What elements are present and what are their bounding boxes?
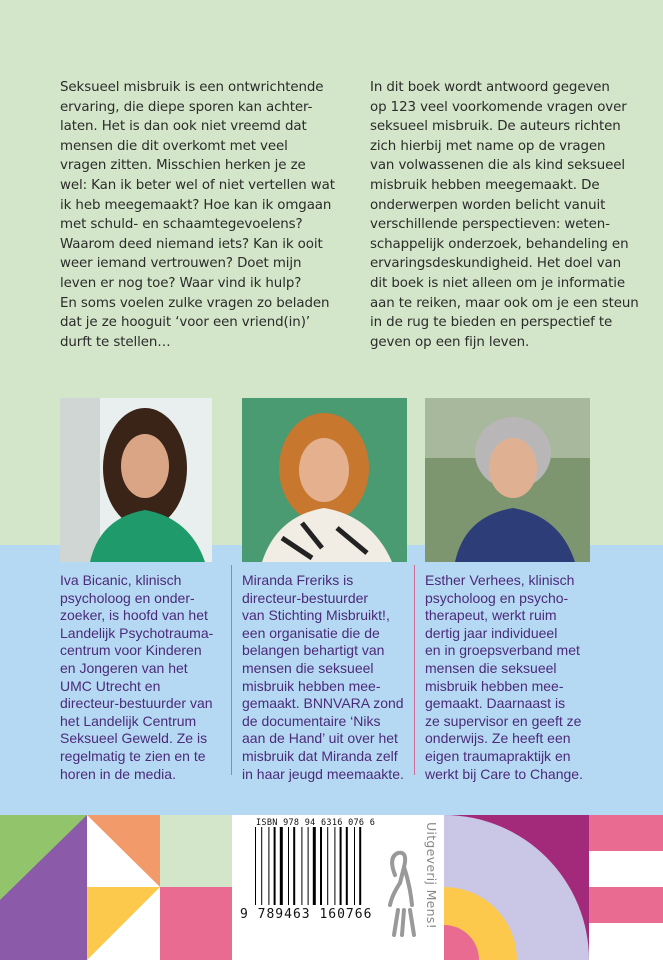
column-divider [414,565,415,775]
blurb-left: Seksueel misbruik is een ontwrichtende ervaring, die diepe sporen kan achter- laten. Het is dan ook niet vreemd dat mensen die dit overkomt met veel vragen zitten. Misschien herken je ze wel: Kan ik beter wel of niet vertellen wat ik heb meegemaakt? Hoe kan ik omgaan met schuld- en schaamtegevoelens? Waarom deed niemand iets? Kan ik ooit weer iemand vertrouwen? Doet mijn leven er nog toe? Waar vind ik hulp? En soms voelen zulke vragen zo beladen dat je ze hooguit ‘voor een vriend(in)’ durft te stellen… [60,80,335,350]
barcode-bar [327,827,328,905]
barcode-bar [280,827,283,905]
barcode-bar [301,827,302,905]
decorative-pattern-strip [0,815,663,960]
author-bio-iva: Iva Bicanic, klinisch psycholoog en onder- zoeker, is hoofd van het Landelijk Psychotrauma- centrum voor Kinderen en Jongeren van het UMC Utrecht en directeur-bestuurder van het Landelijk Centrum Seksueel Geweld. Ze is regelmatig te zien en te horen in de media. [60,572,214,782]
barcode-bar [293,827,295,905]
barcode-bar [354,827,355,905]
author-bio-esther: Esther Verhees, klinisch psycholoog en psycho- therapeut, werkt ruim dertig jaar individueel en in groepsverband met mensen die seksueel misbruik hebben mee- gemaakt. Daarnaast is ze supervisor en geeft ze onderwijs. Ze heeft een eigen traumapraktijk en werkt bij Care to Change. [425,572,583,782]
blurb-right: In dit boek wordt antwoord gegeven op 123 veel voorkomende vragen over seksueel misbruik. De auteurs richten zich hierbij met name op de vragen van volwassenen die als kind seksueel misbruik hebben meegemaakt. De onderwerpen worden belicht vanuit verschillende perspectieven: weten- schappelijk onderzoek, behandeling en ervaringsdeskundigheid. Het doel van dit boek is niet alleen om je informatie aan te reiken, maar ook om je een steun in de rug te bieden en perspectief te geven op een fijn leven. [370,80,639,350]
publisher-name: Uitgeverij Mens! [424,822,439,930]
barcode-bar [320,827,322,905]
barcode-bar [313,827,316,905]
barcode-bar [340,827,342,905]
barcode-bar [359,827,361,905]
barcode-bar [261,827,262,905]
barcode-bar [334,827,335,905]
barcode-bar [288,827,289,905]
isbn-label: ISBN 978 94 6316 076 6 [256,818,376,828]
barcode-bar [308,827,309,905]
barcode-bar [274,827,276,905]
barcode-bar [268,827,269,905]
author-bio-miranda: Miranda Freriks is directeur-bestuurder van Stichting Misbruikt!, een organisatie die de belangen behartigt van mensen die seksueel misbruik hebben mee- gemaakt. BNNVARA zond de documentaire ‘Niks aan de Hand’ uit over het misbruik dat Miranda zelf in haar jeugd meemaakte. [242,572,404,782]
barcode-bar [255,827,256,905]
ean-number: 9 789463 160766 [240,907,373,922]
column-divider [231,565,232,775]
author-photo-esther [425,398,590,562]
author-photo-miranda [242,398,407,562]
barcode-bar [346,827,348,905]
author-photo-iva [60,398,212,562]
